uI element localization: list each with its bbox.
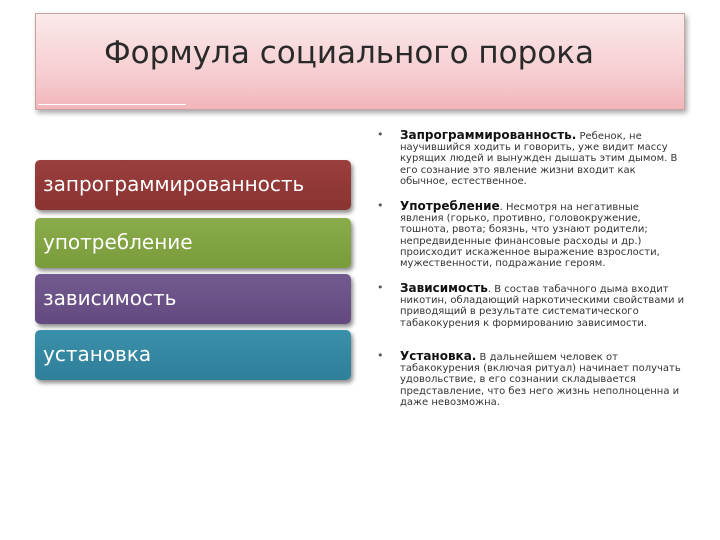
list-item-usage <box>400 201 685 269</box>
bar-label: установка <box>43 342 152 366</box>
item-heading: Установка. <box>400 349 477 363</box>
bar-usage <box>35 218 351 268</box>
bullet-icon: • <box>377 128 384 141</box>
item-heading: Запрограммированность. <box>400 128 577 142</box>
bullet-icon: • <box>377 349 384 362</box>
title-underline <box>38 104 186 105</box>
item-text: . В состав табачного дыма входит никотин, обладающий наркотическими свойствами и приводящий в результате систематического табакокурения к формированию зависимости. <box>400 284 685 329</box>
list-item-attitude <box>400 351 685 408</box>
title-box <box>35 13 685 110</box>
bar-label: употребление <box>43 230 193 254</box>
bullet-icon: • <box>377 281 384 294</box>
bar-dependence <box>35 274 351 324</box>
item-heading: Употребление <box>400 199 500 213</box>
bar-programming <box>35 160 351 210</box>
item-text: Ребенок, не научившийся ходить и говорить, уже видит массу курящих людей и вынужден дышать этим дымом. В его сознание это явление жизни входит как обычное, естественное. <box>400 131 678 187</box>
item-text: В дальнейшем человек от табакокурения (включая ритуал) начинает получать удовольствие, в его сознании складывается представление, что без него жизнь неполноценна и даже невозможна. <box>400 352 681 408</box>
slide-title: Формула социального порока <box>104 35 595 71</box>
item-heading: Зависимость <box>400 281 488 295</box>
bar-label: зависимость <box>43 286 177 310</box>
item-text: . Несмотря на негативные явления (горько, противно, головокружение, тошнота, рвота; боязнь, что узнают родители; непредвиденные финансовые расходы и др.) происходит искаженное выражение взрослости, мужественности, подражание героям. <box>400 202 660 270</box>
list-item-programming <box>400 130 685 187</box>
bar-attitude <box>35 330 351 380</box>
bar-label: запрограммированность <box>43 172 305 196</box>
bullet-icon: • <box>377 199 384 212</box>
list-item-dependence <box>400 283 685 329</box>
